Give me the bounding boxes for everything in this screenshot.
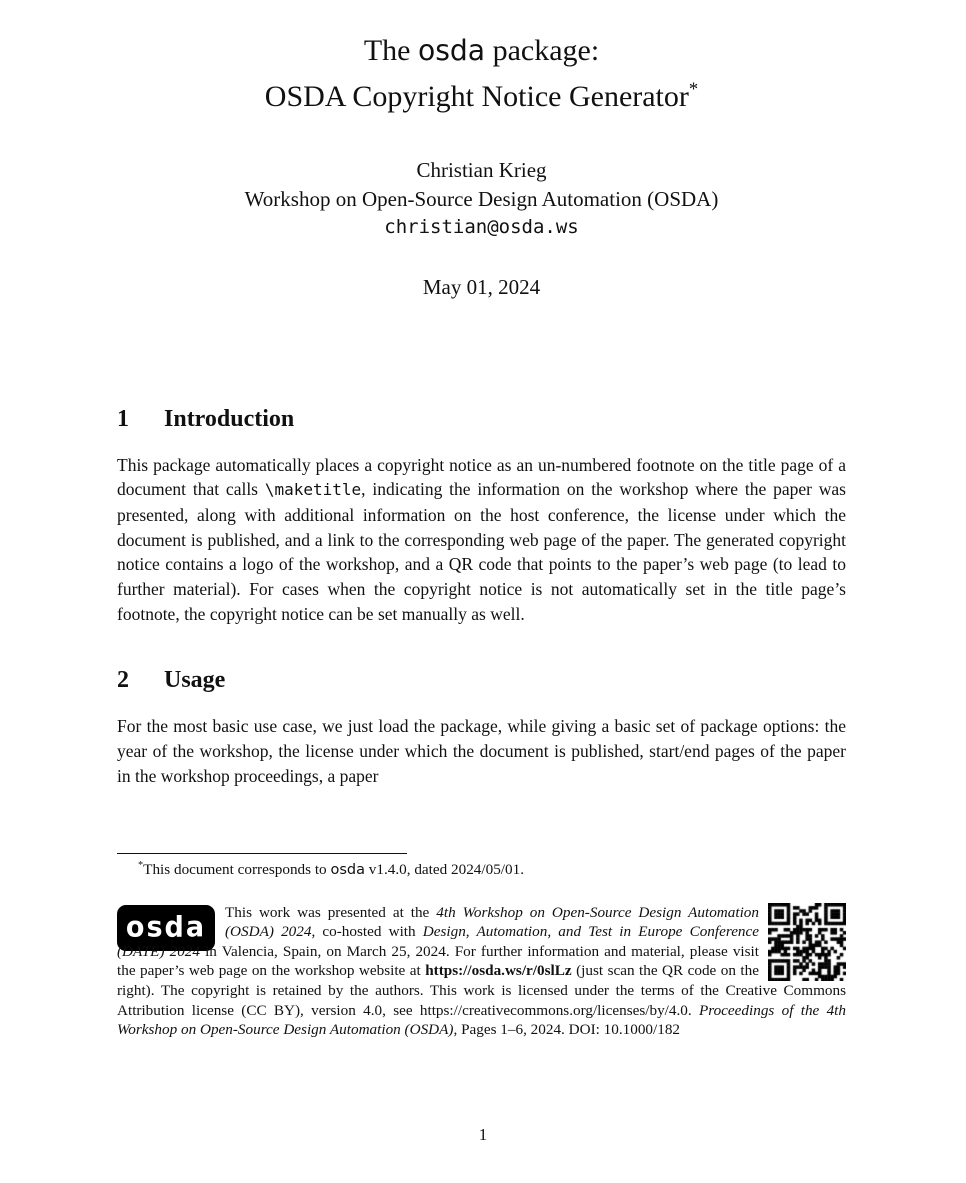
section-heading-introduction <box>117 404 846 434</box>
footnote-marker: * <box>138 859 144 871</box>
footer-area <box>117 853 846 1040</box>
copyright-text: This work was presented at the 4th Workshop on Open-Source Design Automation (OSDA) 2024, co-hosted with Design, Automation, and Test in Europe Conference (DATE) 2024 in Valencia, Spain, on March 25, 2024. For further information and material, please visit the paper’s web page on the workshop website at https://osda.ws/r/0slLz (just scan the QR code on the right). The copyright is retained by the authors. This work is licensed under the terms of the Creative Commons Attribution license (CC BY), version 4.0, see https://creativecommons.org/licenses/by/4.0. Proceedings of the 4th Workshop on Open-Source Design Automation (OSDA), Pages 1–6, 2024. DOI: 10.1000/182 <box>117 903 846 1039</box>
section-title: Usage <box>164 667 226 694</box>
page-title <box>117 28 846 120</box>
intro-text-post: , indicating the information on the workshop where the paper was presented, along with additional information on the host conference, the license under which the document is published, and a link to the corresponding web page of the paper. The generated copyright notice contains a logo of the workshop, and a QR code that points to the paper’s web page (to lead to further material). For cases when the copyright notice is not automatically set in the title page’s footnote, the copyright notice can be set manually as well. <box>117 479 846 624</box>
title-footnote-marker: * <box>688 79 699 100</box>
qr-code-icon[interactable] <box>768 903 846 981</box>
usage-paragraph: For the most basic use case, we just load the package, while giving a basic set of package options: the year of the workshop, the license under which the document is published, start/end pages of the paper in the workshop proceedings, a paper <box>117 716 846 786</box>
osda-logo-text: osda <box>125 911 207 944</box>
author-name: Christian Krieg <box>416 158 547 182</box>
maketitle-command: \maketitle <box>264 480 362 500</box>
osda-logo-icon <box>117 905 215 951</box>
author-affiliation: Workshop on Open-Source Design Automation (OSDA) <box>244 186 719 211</box>
footnote-rule <box>117 853 407 854</box>
page-number: 1 <box>478 1125 488 1144</box>
author-block <box>117 156 846 242</box>
intro-text-pre: This package automatically places a copyright notice as an un-numbered footnote on the title page of a document that calls <box>117 454 846 500</box>
version-footnote <box>117 860 846 881</box>
footnote-text-pre: This document corresponds to <box>143 861 331 878</box>
title-text-post: package: <box>485 34 600 67</box>
section-number: 2 <box>117 667 129 694</box>
title-line2: OSDA Copyright Notice Generator <box>264 80 689 113</box>
introduction-paragraph <box>117 453 846 627</box>
title-package-name: osda <box>417 34 486 67</box>
section-heading-usage <box>117 665 846 695</box>
footnote-package-name: osda <box>330 862 365 878</box>
author-email-link[interactable]: christian@osda.ws <box>384 216 579 238</box>
copyright-notice <box>117 903 846 1040</box>
section-title: Introduction <box>164 405 295 432</box>
title-block <box>117 0 846 120</box>
section-number: 1 <box>117 405 129 432</box>
footnote-text-post: v1.4.0, dated 2024/05/01. <box>364 861 524 878</box>
document-date: May 01, 2024 <box>422 274 541 299</box>
title-text-pre: The <box>363 34 418 67</box>
